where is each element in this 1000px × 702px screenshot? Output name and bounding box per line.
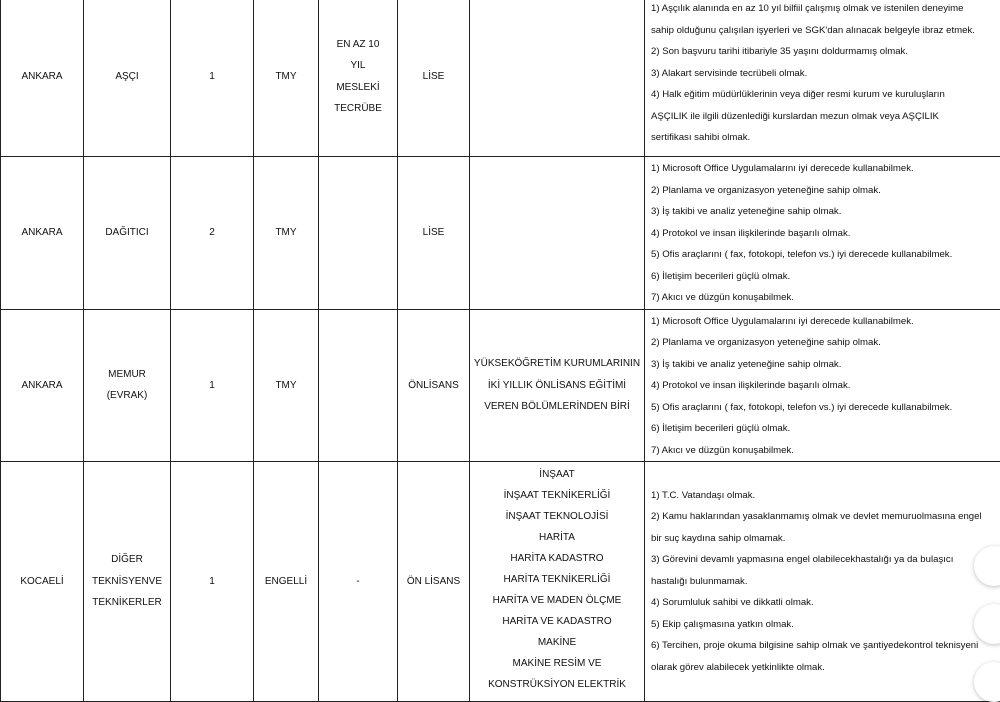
city-cell xyxy=(1,309,84,462)
position-line: AŞÇI xyxy=(84,66,170,88)
count-cell xyxy=(171,0,254,157)
count-line: 1 xyxy=(171,66,253,88)
experience-line: EN AZ 10 xyxy=(319,34,397,56)
department-line: HARİTA VE MADEN ÖLÇME xyxy=(470,590,644,611)
department-line: İNŞAAT xyxy=(470,464,644,485)
education-line: ÖN LİSANS xyxy=(398,571,469,593)
requirements-line: 2) Kamu haklarından yasaklanmamış olmak ve devlet memuruolmasına engel xyxy=(651,506,1000,528)
count-cell xyxy=(171,462,254,702)
department-cell xyxy=(470,462,645,702)
type-line: TMY xyxy=(254,66,318,88)
department-line: HARİTA KADASTRO xyxy=(470,548,644,569)
city-cell xyxy=(1,157,84,310)
department-line: MAKİNE RESİM VE xyxy=(470,653,644,674)
position-cell xyxy=(84,157,171,310)
requirements-line: hastalığı bulunmamak. xyxy=(651,571,1000,593)
experience-cell xyxy=(319,462,398,702)
requirements-line: 1) Microsoft Office Uygulamalarını iyi derecede kullanabilmek. xyxy=(651,158,1000,180)
department-line: İNŞAAT TEKNOLOJİSİ xyxy=(470,506,644,527)
department-cell xyxy=(470,157,645,310)
requirements-line: 5) Ekip çalışmasına yatkın olmak. xyxy=(651,614,1000,636)
education-cell xyxy=(398,157,470,310)
position-cell xyxy=(84,0,171,157)
requirements-line: olarak görev alabilecek yetkinlikte olmak. xyxy=(651,657,1000,679)
requirements-line: sahip olduğunu çalışılan işyerleri ve SGK'dan alınacak belgeyle ibraz etmek. xyxy=(651,20,1000,42)
requirements-line: AŞÇILIK ile ilgili düzenlediği kurslardan mezun olmak veya AŞÇILIK xyxy=(651,106,1000,128)
education-cell xyxy=(398,0,470,157)
experience-line: YIL xyxy=(319,55,397,77)
position-line: MEMUR xyxy=(84,364,170,386)
requirements-line: 4) Halk eğitim müdürlüklerinin veya diğer resmi kurum ve kuruluşların xyxy=(651,84,1000,106)
position-line: TEKNİSYENVE xyxy=(84,571,170,593)
table-row xyxy=(1,157,1000,310)
experience-line: - xyxy=(319,571,397,593)
requirements-line: 4) Protokol ve insan ilişkilerinde başarılı olmak. xyxy=(651,223,1000,245)
requirements-cell xyxy=(645,462,1000,702)
requirements-line: 6) İletişim becerileri güçlü olmak. xyxy=(651,266,1000,288)
requirements-line: 5) Ofis araçlarını ( fax, fotokopi, telefon vs.) iyi derecede kullanabilmek. xyxy=(651,244,1000,266)
department-line: YÜKSEKÖĞRETİM KURUMLARININ xyxy=(470,353,644,375)
requirements-line: 6) Tercihen, proje okuma bilgisine sahip olmak ve şantiyedekontrol teknisyeni xyxy=(651,635,1000,657)
position-line: DİĞER xyxy=(84,549,170,571)
department-line: MAKİNE xyxy=(470,632,644,653)
requirements-line: 3) İş takibi ve analiz yeteneğine sahip olmak. xyxy=(651,201,1000,223)
city-cell xyxy=(1,462,84,702)
requirements-line: 2) Son başvuru tarihi itibariyle 35 yaşını doldurmamış olmak. xyxy=(651,41,1000,63)
requirements-line: 7) Akıcı ve düzgün konuşabilmek. xyxy=(651,440,1000,462)
experience-cell xyxy=(319,157,398,310)
requirements-cell xyxy=(645,309,1000,462)
count-line: 1 xyxy=(171,571,253,593)
requirements-cell xyxy=(645,157,1000,310)
position-line: DAĞITICI xyxy=(84,222,170,244)
city-cell xyxy=(1,0,84,157)
requirements-line: 4) Protokol ve insan ilişkilerinde başarılı olmak. xyxy=(651,375,1000,397)
requirements-cell xyxy=(645,0,1000,157)
department-line: HARİTA xyxy=(470,527,644,548)
education-cell xyxy=(398,462,470,702)
city-line: ANKARA xyxy=(1,375,83,397)
requirements-line: 1) T.C. Vatandaşı olmak. xyxy=(651,485,1000,507)
department-cell xyxy=(470,309,645,462)
education-line: LİSE xyxy=(398,66,469,88)
table-row xyxy=(1,462,1000,702)
type-cell xyxy=(254,462,319,702)
position-line: TEKNİKERLER xyxy=(84,592,170,614)
count-cell xyxy=(171,157,254,310)
type-line: TMY xyxy=(254,222,318,244)
position-cell xyxy=(84,462,171,702)
city-line: KOCAELİ xyxy=(1,571,83,593)
education-cell xyxy=(398,309,470,462)
requirements-line: 2) Planlama ve organizasyon yeteneğine sahip olmak. xyxy=(651,332,1000,354)
requirements-line: 4) Sorumluluk sahibi ve dikkatli olmak. xyxy=(651,592,1000,614)
department-line: HARİTA VE KADASTRO xyxy=(470,611,644,632)
requirements-line: 7) Akıcı ve düzgün konuşabilmek. xyxy=(651,287,1000,309)
table-row xyxy=(1,0,1000,157)
department-line: HARİTA TEKNİKERLİĞİ xyxy=(470,569,644,590)
department-line: VEREN BÖLÜMLERİNDEN BİRİ xyxy=(470,396,644,418)
department-line: İNŞAAT TEKNİKERLİĞİ xyxy=(470,485,644,506)
type-line: ENGELLİ xyxy=(254,571,318,593)
education-line: ÖNLİSANS xyxy=(398,375,469,397)
experience-line: MESLEKİ xyxy=(319,77,397,99)
position-cell xyxy=(84,309,171,462)
experience-cell xyxy=(319,0,398,157)
type-cell xyxy=(254,0,319,157)
department-cell xyxy=(470,0,645,157)
type-cell xyxy=(254,157,319,310)
count-line: 1 xyxy=(171,375,253,397)
requirements-line: 3) Alakart servisinde tecrübeli olmak. xyxy=(651,63,1000,85)
requirements-line: 1) Microsoft Office Uygulamalarını iyi derecede kullanabilmek. xyxy=(651,311,1000,333)
type-line: TMY xyxy=(254,375,318,397)
table-row xyxy=(1,309,1000,462)
count-line: 2 xyxy=(171,222,253,244)
education-line: LİSE xyxy=(398,222,469,244)
requirements-line: 3) İş takibi ve analiz yeteneğine sahip olmak. xyxy=(651,354,1000,376)
department-line: İKİ YILLIK ÖNLİSANS EĞİTİMİ xyxy=(470,375,644,397)
experience-line: TECRÜBE xyxy=(319,98,397,120)
requirements-line: bir suç kaydına sahip olmamak. xyxy=(651,528,1000,550)
department-line: KONSTRÜKSİYON ELEKTRİK xyxy=(470,674,644,695)
experience-cell xyxy=(319,309,398,462)
position-line: (EVRAK) xyxy=(84,385,170,407)
requirements-line: 3) Görevini devamlı yapmasına engel olabilecekhastalığı ya da bulaşıcı xyxy=(651,549,1000,571)
requirements-line: sertifikası sahibi olmak. xyxy=(651,127,1000,149)
type-cell xyxy=(254,309,319,462)
requirements-line: 1) Aşçılık alanında en az 10 yıl bilfiil çalışmış olmak ve istenilen deneyime xyxy=(651,0,1000,20)
requirements-line: 2) Planlama ve organizasyon yeteneğine sahip olmak. xyxy=(651,180,1000,202)
city-line: ANKARA xyxy=(1,222,83,244)
count-cell xyxy=(171,309,254,462)
city-line: ANKARA xyxy=(1,66,83,88)
requirements-line: 6) İletişim becerileri güçlü olmak. xyxy=(651,418,1000,440)
requirements-line: 5) Ofis araçlarını ( fax, fotokopi, telefon vs.) iyi derecede kullanabilmek. xyxy=(651,397,1000,419)
